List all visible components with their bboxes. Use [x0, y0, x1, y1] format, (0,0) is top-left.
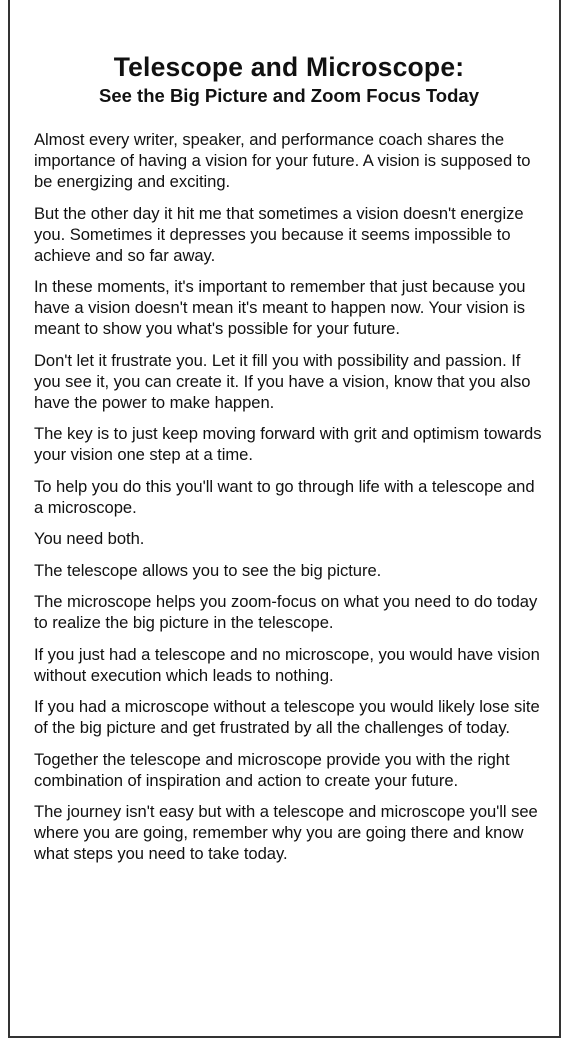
- article-title: Telescope and Microscope:: [113, 52, 465, 82]
- paragraph: The key is to just keep moving forward with grit and optimism towards your vision one step at a time.: [34, 424, 542, 464]
- paragraph: But the other day it hit me that sometimes a vision doesn't energize you. Sometimes it depresses you because it seems impossible to achieve and so far away.: [34, 203, 524, 265]
- paragraph: To help you do this you'll want to go through life with a telescope and a microscope.: [34, 476, 535, 517]
- paragraph: In these moments, it's important to remember that just because you have a vision doesn't mean it's meant to happen now. Your vision is meant to show you what's possible for your future.: [34, 277, 526, 338]
- paragraph: The journey isn't easy but with a telescope and microscope you'll see where you are going, remember why you are going there and know what steps you need to take today.: [34, 802, 538, 863]
- article: [34, 50, 544, 875]
- paragraph: If you just had a telescope and no microscope, you would have vision without execution which leads to nothing.: [34, 644, 540, 685]
- paragraph: If you had a microscope without a telescope you would likely lose site of the big picture and get frustrated by all the challenges of today.: [34, 697, 540, 737]
- paragraph: Together the telescope and microscope provide you with the right combination of inspiration and action to create your future.: [34, 749, 510, 790]
- paragraph: Don't let it frustrate you. Let it fill you with possibility and passion. If you see it, you can create it. If you have a vision, know that you also have the power to make happen.: [34, 350, 531, 412]
- paragraph: You need both.: [34, 529, 145, 548]
- paragraph: Almost every writer, speaker, and performance coach shares the importance of having a vision for your future. A vision is supposed to be energizing and exciting.: [34, 130, 531, 191]
- article-subtitle: See the Big Picture and Zoom Focus Today: [99, 85, 479, 106]
- paragraph: The telescope allows you to see the big picture.: [34, 560, 382, 580]
- paragraph: The microscope helps you zoom-focus on what you need to do today to realize the big picture in the telescope.: [34, 592, 538, 632]
